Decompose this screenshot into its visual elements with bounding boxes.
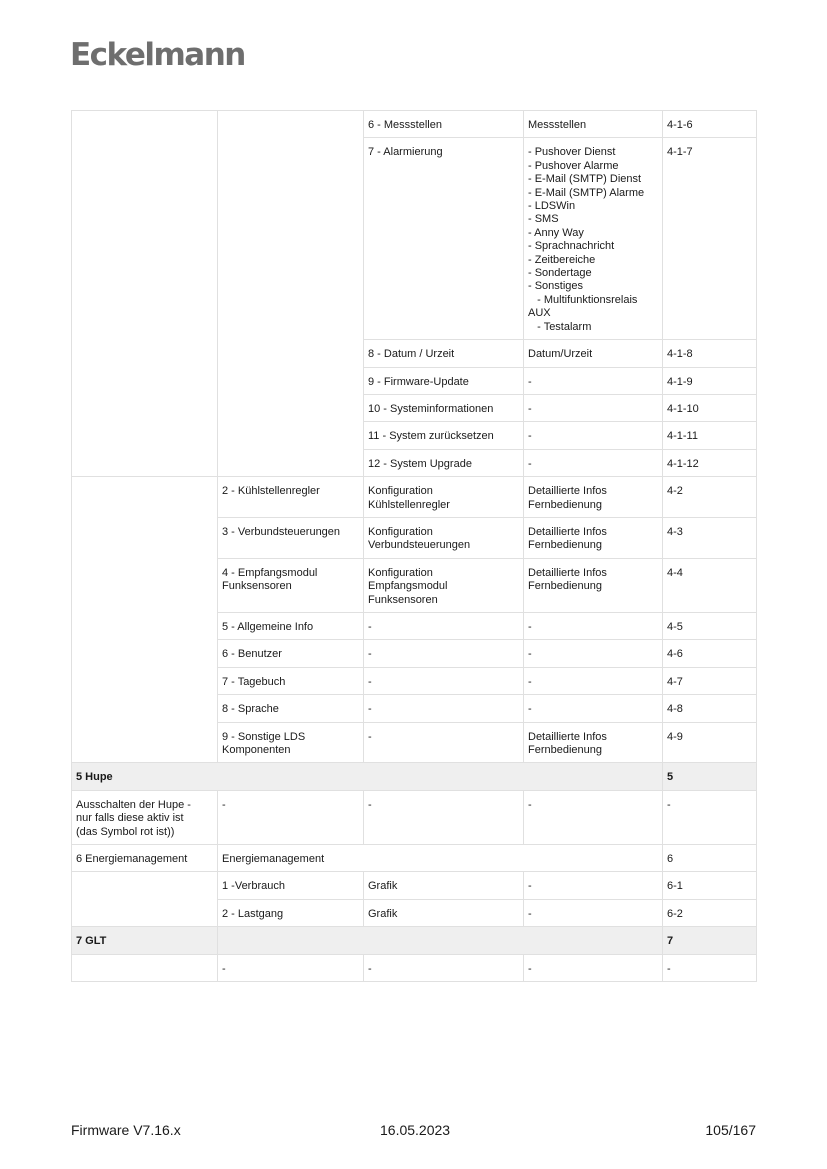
- menu-item-cell: 6 - Messstellen: [364, 111, 524, 138]
- table-row: [72, 790, 757, 844]
- content-cell: Detaillierte Infos Fernbedienung: [524, 517, 663, 558]
- submenu-cell: 7 - Tagebuch: [218, 667, 364, 694]
- submenu-cell: Energiemanagement: [218, 845, 663, 872]
- menu-item-cell: -: [364, 790, 524, 844]
- menu-item-cell: Konfiguration Verbundsteuerungen: [364, 517, 524, 558]
- menu-item-cell: 8 - Datum / Urzeit: [364, 340, 524, 367]
- content-cell: -: [524, 954, 663, 981]
- menu-item-cell: Konfiguration Kühlstellenregler: [364, 477, 524, 518]
- chapter-cell: -: [663, 954, 757, 981]
- section-header-row: [72, 927, 757, 954]
- chapter-cell: 4-8: [663, 695, 757, 722]
- chapter-cell: 4-4: [663, 558, 757, 612]
- menu-item-cell: -: [364, 612, 524, 639]
- section-cell: 6 Energiemanagement: [72, 845, 218, 872]
- content-cell: -: [524, 695, 663, 722]
- menu-item-cell: 7 - Alarmierung: [364, 138, 524, 340]
- submenu-cell: 9 - Sonstige LDS Komponenten: [218, 722, 364, 763]
- submenu-cell: 5 - Allgemeine Info: [218, 612, 364, 639]
- chapter-cell: 4-1-9: [663, 367, 757, 394]
- section-title: 7 GLT: [72, 927, 218, 954]
- company-logo: Eckelmann: [70, 37, 245, 73]
- content-cell: -: [524, 449, 663, 476]
- section-title: 5 Hupe: [72, 763, 663, 790]
- content-cell: Detaillierte Infos Fernbedienung: [524, 477, 663, 518]
- menu-item-cell: Grafik: [364, 899, 524, 926]
- chapter-cell: 6-1: [663, 872, 757, 899]
- chapter-cell: 4-3: [663, 517, 757, 558]
- footer-date: 16.05.2023: [380, 1122, 451, 1138]
- menu-item-cell: Ausschalten der Hupe - nur falls diese aktiv ist (das Symbol rot ist)): [72, 790, 218, 844]
- menu-item-cell: -: [364, 695, 524, 722]
- table-row: [72, 954, 757, 981]
- content-cell: Datum/Urzeit: [524, 340, 663, 367]
- chapter-cell: 4-9: [663, 722, 757, 763]
- section-code: 5: [663, 763, 757, 790]
- footer-firmware-version: Firmware V7.16.x: [71, 1122, 181, 1138]
- content-cell: -: [524, 367, 663, 394]
- content-cell: Detaillierte Infos Fernbedienung: [524, 558, 663, 612]
- table-row: [72, 872, 757, 899]
- content-cell: - Pushover Dienst - Pushover Alarme - E-Mail (SMTP) Dienst - E-Mail (SMTP) Alarme - LDSWin - SMS - Anny Way - Sprachnachricht - Zeitbereiche - Sondertage - Sonstiges - Multifunktionsrelais AUX - Testalarm: [524, 138, 663, 340]
- table-row: [72, 845, 757, 872]
- footer-page-number: 105/167: [705, 1122, 756, 1138]
- menu-item-cell: -: [364, 640, 524, 667]
- section-code: 7: [663, 927, 757, 954]
- menu-item-cell: -: [364, 954, 524, 981]
- content-cell: -: [524, 640, 663, 667]
- chapter-cell: 4-1-11: [663, 422, 757, 449]
- menu-item-cell: Konfiguration Empfangsmodul Funksensoren: [364, 558, 524, 612]
- table-row: [72, 111, 757, 138]
- content-cell: Detaillierte Infos Fernbedienung: [524, 722, 663, 763]
- menu-item-cell: 11 - System zurücksetzen: [364, 422, 524, 449]
- empty-cell: [218, 927, 663, 954]
- menu-item-cell: -: [364, 667, 524, 694]
- empty-cell: [218, 111, 364, 477]
- section-header-row: [72, 763, 757, 790]
- table-row: [72, 477, 757, 518]
- chapter-cell: 4-6: [663, 640, 757, 667]
- menu-item-cell: 12 - System Upgrade: [364, 449, 524, 476]
- content-cell: -: [524, 394, 663, 421]
- content-cell: -: [524, 422, 663, 449]
- empty-cell: [72, 477, 218, 763]
- menu-item-cell: 10 - Systeminformationen: [364, 394, 524, 421]
- chapter-cell: 4-1-6: [663, 111, 757, 138]
- content-cell: -: [524, 872, 663, 899]
- chapter-cell: 4-7: [663, 667, 757, 694]
- submenu-cell: -: [218, 954, 364, 981]
- chapter-cell: 6-2: [663, 899, 757, 926]
- menu-structure-table: [71, 110, 757, 982]
- chapter-cell: 4-1-10: [663, 394, 757, 421]
- submenu-cell: 1 -Verbrauch: [218, 872, 364, 899]
- empty-cell: [72, 872, 218, 927]
- menu-item-cell: Grafik: [364, 872, 524, 899]
- empty-cell: [72, 111, 218, 477]
- chapter-cell: 4-1-8: [663, 340, 757, 367]
- submenu-cell: 3 - Verbundsteuerungen: [218, 517, 364, 558]
- menu-item-cell: -: [364, 722, 524, 763]
- menu-item-cell: 9 - Firmware-Update: [364, 367, 524, 394]
- content-cell: -: [524, 790, 663, 844]
- chapter-cell: 4-2: [663, 477, 757, 518]
- content-cell: -: [524, 612, 663, 639]
- chapter-cell: 4-1-12: [663, 449, 757, 476]
- submenu-cell: 6 - Benutzer: [218, 640, 364, 667]
- submenu-cell: 2 - Kühlstellenregler: [218, 477, 364, 518]
- submenu-cell: 2 - Lastgang: [218, 899, 364, 926]
- empty-cell: [72, 954, 218, 981]
- chapter-cell: 6: [663, 845, 757, 872]
- submenu-cell: 4 - Empfangsmodul Funksensoren: [218, 558, 364, 612]
- chapter-cell: 4-1-7: [663, 138, 757, 340]
- content-cell: -: [524, 667, 663, 694]
- submenu-cell: 8 - Sprache: [218, 695, 364, 722]
- chapter-cell: -: [663, 790, 757, 844]
- content-cell: -: [524, 899, 663, 926]
- chapter-cell: 4-5: [663, 612, 757, 639]
- content-cell: Messstellen: [524, 111, 663, 138]
- submenu-cell: -: [218, 790, 364, 844]
